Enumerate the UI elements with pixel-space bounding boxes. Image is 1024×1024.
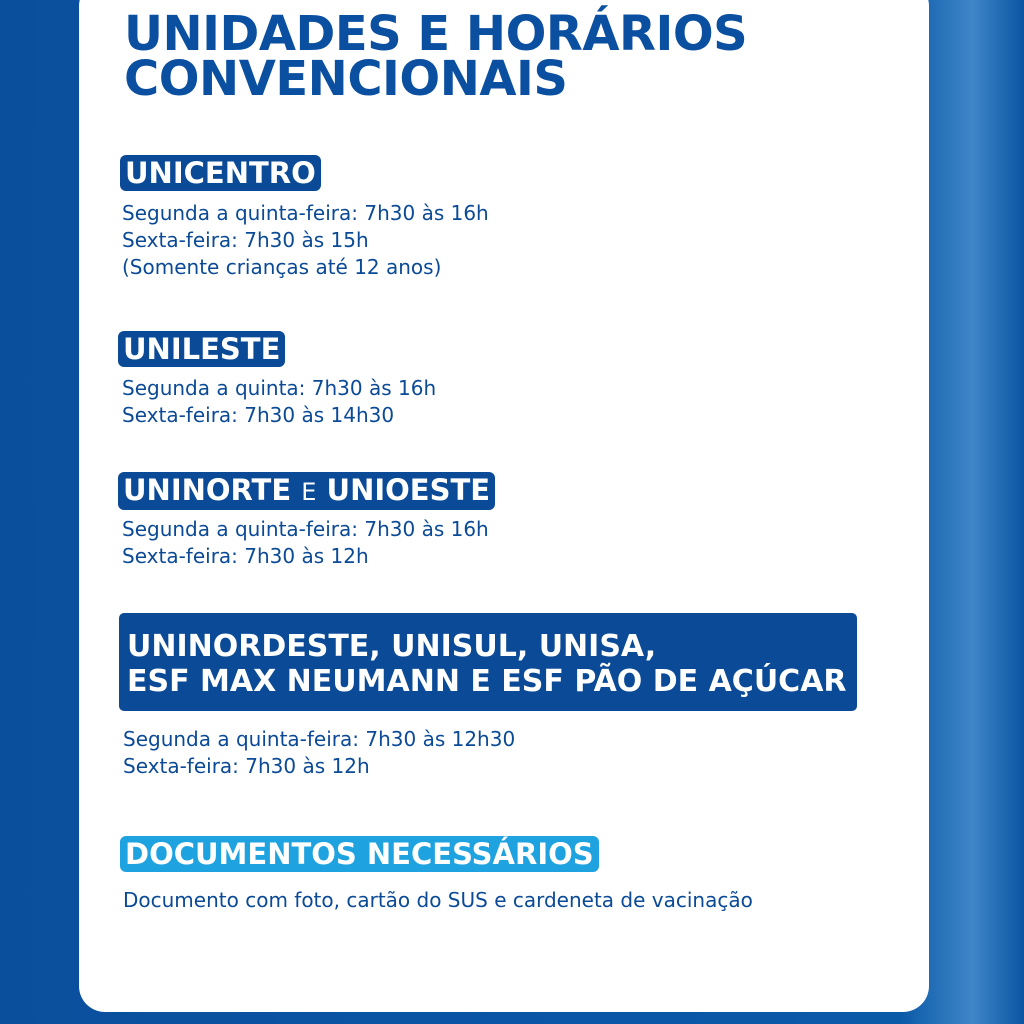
documents-label: DOCUMENTOS NECESSÁRIOS	[125, 837, 594, 871]
schedule-line: Segunda a quinta-feira: 7h30 às 16h	[122, 517, 489, 541]
schedule-line: Sexta-feira: 7h30 às 12h	[123, 754, 370, 778]
unit-label-part2: UNIOESTE	[326, 473, 491, 507]
title-line-2: CONVENCIONAIS	[124, 51, 568, 107]
unit-label-part1: UNINORTE	[123, 473, 292, 507]
documents-badge	[120, 836, 599, 872]
unit-schedule-uninorte-unioeste	[122, 516, 489, 570]
unit-label-joiner: E	[301, 478, 317, 506]
documents-text-block	[123, 887, 753, 914]
unit-schedule-uninordeste-group	[123, 726, 515, 780]
unit-badge-uninorte-unioeste	[118, 472, 495, 510]
page-title	[124, 6, 748, 107]
title-line-1: UNIDADES E HORÁRIOS	[124, 6, 748, 62]
unit-badge-unicentro	[120, 155, 321, 191]
schedule-line: (Somente crianças até 12 anos)	[122, 255, 442, 279]
unit-badge-uninordeste-group	[119, 613, 857, 711]
unit-label-line-2: ESF MAX NEUMANN E ESF PÃO DE AÇÚCAR	[127, 664, 847, 699]
schedule-line: Segunda a quinta-feira: 7h30 às 16h	[122, 201, 489, 225]
unit-label-line-1: UNINORDESTE, UNISUL, UNISA,	[127, 629, 657, 664]
unit-label: UNILESTE	[123, 332, 281, 366]
unit-badge-unileste	[118, 331, 285, 367]
unit-schedule-unicentro	[122, 200, 489, 281]
schedule-line: Sexta-feira: 7h30 às 15h	[122, 228, 369, 252]
schedule-line: Segunda a quinta: 7h30 às 16h	[122, 376, 437, 400]
documents-text: Documento com foto, cartão do SUS e cardeneta de vacinação	[123, 888, 753, 912]
unit-schedule-unileste	[122, 375, 436, 429]
schedule-line: Sexta-feira: 7h30 às 14h30	[122, 403, 395, 427]
unit-label: UNICENTRO	[125, 156, 316, 190]
schedule-line: Sexta-feira: 7h30 às 12h	[122, 544, 369, 568]
schedule-line: Segunda a quinta-feira: 7h30 às 12h30	[123, 727, 516, 751]
